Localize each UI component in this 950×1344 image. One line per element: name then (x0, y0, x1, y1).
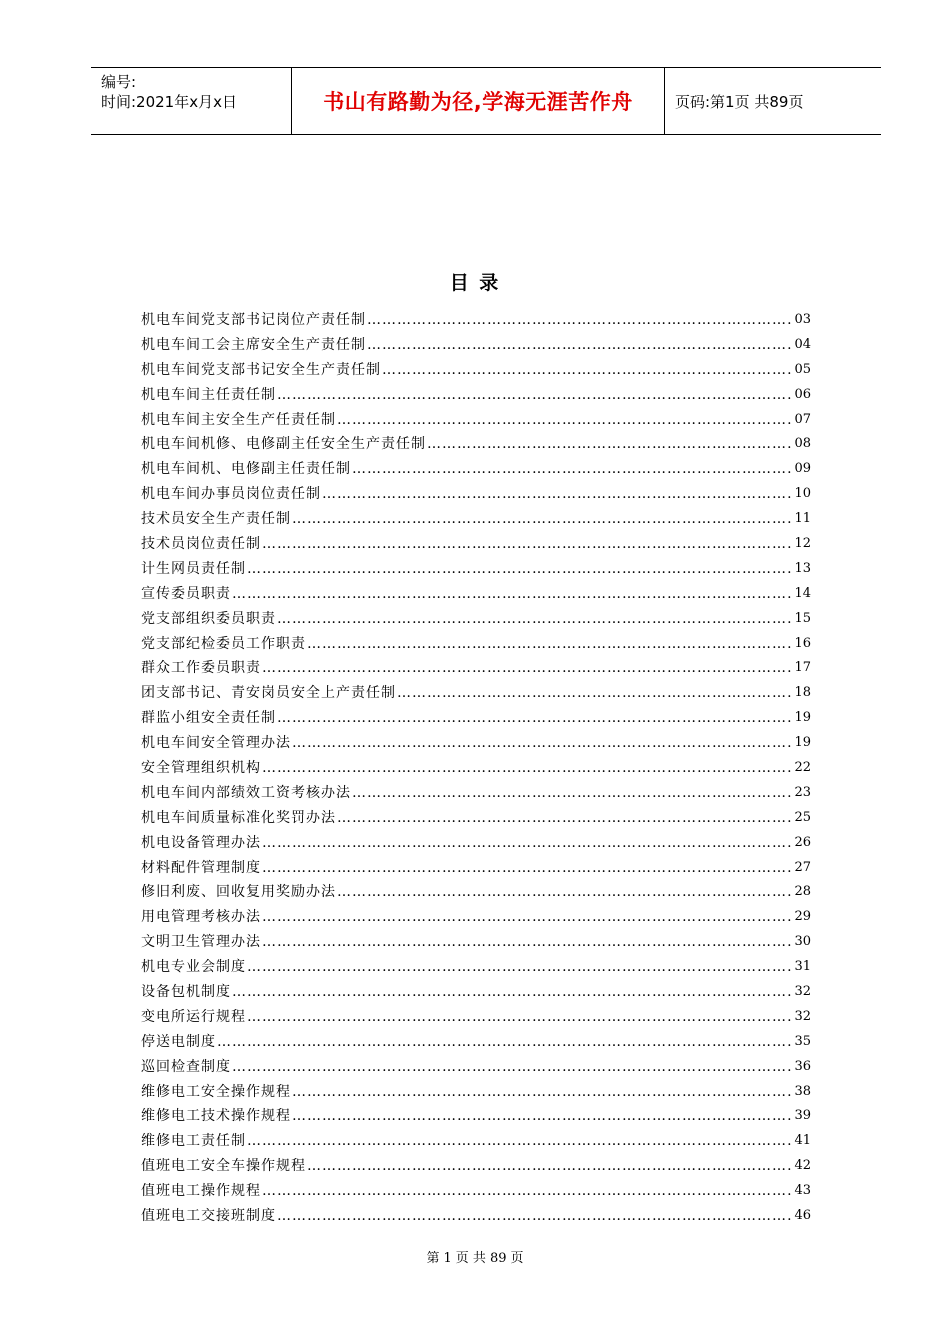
toc-entry-label: 机电车间质量标准化奖罚办法 (141, 809, 336, 826)
toc-entry-label: 机电车间主安全生产任责任制 (141, 411, 336, 428)
toc-entry-page: 17 (794, 660, 811, 676)
toc-entry-page: 41 (794, 1133, 811, 1149)
toc-entry (141, 1055, 811, 1080)
toc-entry (141, 1204, 811, 1229)
toc-dot-leader (397, 681, 793, 706)
toc-entry-page: 32 (794, 984, 811, 1000)
toc-entry (141, 1105, 811, 1130)
toc-dot-leader (277, 383, 793, 408)
toc-entry-page: 38 (794, 1083, 811, 1099)
toc-entry (141, 1129, 811, 1154)
toc-entry-page: 36 (794, 1058, 811, 1074)
toc-entry-label: 值班电工操作规程 (141, 1183, 261, 1200)
toc-dot-leader (232, 582, 793, 607)
toc-entry-page: 39 (794, 1108, 811, 1124)
toc-entry-page: 08 (794, 436, 811, 452)
toc-entry-label: 宣传委员职责 (141, 585, 231, 602)
toc-dot-leader (352, 781, 793, 806)
toc-dot-leader (367, 333, 793, 358)
toc-entry-page: 26 (794, 834, 811, 850)
toc-entry-label: 技术员安全生产责任制 (141, 511, 291, 528)
toc-entry-label: 修旧利废、回收复用奖励办法 (141, 884, 336, 901)
toc-entry-page: 10 (794, 486, 811, 502)
toc-dot-leader (247, 557, 793, 582)
toc-dot-leader (277, 706, 793, 731)
toc-entry-page: 22 (794, 760, 811, 776)
footer-suffix: 页 (510, 1251, 524, 1266)
toc-entry-page: 19 (794, 710, 811, 726)
toc-entry (141, 706, 811, 731)
footer-middle: 页 共 (455, 1251, 486, 1266)
toc-entry-label: 值班电工安全车操作规程 (141, 1158, 306, 1175)
toc-entry (141, 930, 811, 955)
toc-entry-label: 变电所运行规程 (141, 1008, 246, 1025)
toc-entry-label: 机电车间机修、电修副主任安全生产责任制 (141, 436, 426, 453)
toc-entry (141, 532, 811, 557)
header-page-info-cell (665, 68, 881, 134)
toc-entry (141, 980, 811, 1005)
toc-dot-leader (427, 432, 793, 457)
toc-entry (141, 831, 811, 856)
header-motto-cell (292, 68, 665, 134)
toc-entry (141, 806, 811, 831)
toc-dot-leader (247, 1129, 793, 1154)
toc-dot-leader (262, 831, 793, 856)
toc-dot-leader (322, 482, 793, 507)
toc-entry-page: 30 (794, 934, 811, 950)
toc-entry-label: 停送电制度 (141, 1033, 216, 1050)
toc-entry-page: 03 (794, 311, 811, 327)
toc-entry (141, 656, 811, 681)
toc-entry-label: 团支部书记、青安岗员安全上产责任制 (141, 685, 396, 702)
toc-entry (141, 756, 811, 781)
toc-entry-page: 19 (794, 735, 811, 751)
toc-entry (141, 333, 811, 358)
toc-dot-leader (262, 532, 793, 557)
toc-entry (141, 632, 811, 657)
toc-entry (141, 880, 811, 905)
footer-current-page: 1 (443, 1251, 452, 1266)
toc-entry-label: 群众工作委员职责 (141, 660, 261, 677)
toc-dot-leader (382, 358, 793, 383)
toc-entry-label: 机电车间党支部书记岗位产责任制 (141, 311, 366, 328)
toc-dot-leader (307, 632, 793, 657)
toc-entry (141, 308, 811, 333)
header-motto: 书山有路勤为径,学海无涯苦作舟 (323, 90, 633, 114)
toc-entry-label: 机电设备管理办法 (141, 834, 261, 851)
toc-entry (141, 482, 811, 507)
toc-entry-page: 28 (794, 884, 811, 900)
toc-entry (141, 557, 811, 582)
toc-entry-page: 35 (794, 1033, 811, 1049)
toc-dot-leader (262, 656, 793, 681)
toc-entry-label: 机电车间机、电修副主任责任制 (141, 461, 351, 478)
header-page-info: 页码:第1页 共89页 (675, 92, 804, 111)
toc-dot-leader (262, 1179, 793, 1204)
toc-entry-page: 15 (794, 610, 811, 626)
toc-dot-leader (262, 905, 793, 930)
toc-entry-label: 值班电工交接班制度 (141, 1208, 276, 1225)
toc-dot-leader (277, 607, 793, 632)
toc-dot-leader (337, 408, 793, 433)
toc-entry-page: 11 (794, 511, 811, 527)
toc-dot-leader (232, 980, 793, 1005)
toc-dot-leader (292, 1080, 793, 1105)
toc-entry-label: 维修电工技术操作规程 (141, 1108, 291, 1125)
toc-entry-label: 文明卫生管理办法 (141, 934, 261, 951)
toc-dot-leader (247, 955, 793, 980)
toc-entry-page: 05 (794, 361, 811, 377)
toc-entry (141, 1030, 811, 1055)
toc-entry (141, 1179, 811, 1204)
toc-entry-label: 巡回检查制度 (141, 1058, 231, 1075)
toc-entry-label: 用电管理考核办法 (141, 909, 261, 926)
toc-entry-label: 机电车间安全管理办法 (141, 735, 291, 752)
toc-entry-page: 16 (794, 635, 811, 651)
toc-entry-page: 25 (794, 809, 811, 825)
toc-entry (141, 358, 811, 383)
toc-entry-label: 机电车间工会主席安全生产责任制 (141, 336, 366, 353)
toc-entry-page: 06 (794, 386, 811, 402)
toc-entry (141, 432, 811, 457)
toc-entry-page: 12 (794, 536, 811, 551)
toc-entry-page: 07 (794, 411, 811, 427)
toc-entry (141, 905, 811, 930)
toc-entry (141, 507, 811, 532)
toc-entry (141, 681, 811, 706)
toc-entry-label: 设备包机制度 (141, 984, 231, 1001)
toc-entry-label: 材料配件管理制度 (141, 859, 261, 876)
toc-entry (141, 856, 811, 881)
toc-dot-leader (232, 1055, 793, 1080)
toc-entry-label: 安全管理组织机构 (141, 760, 261, 777)
toc-entry-page: 13 (794, 560, 811, 576)
toc-dot-leader (277, 1204, 793, 1229)
toc-dot-leader (292, 507, 793, 532)
toc-entry (141, 607, 811, 632)
toc-dot-leader (352, 457, 793, 482)
toc-dot-leader (217, 1030, 793, 1055)
toc-dot-leader (337, 806, 793, 831)
toc-entry-page: 14 (794, 585, 811, 601)
toc-entry (141, 383, 811, 408)
toc-entry-label: 维修电工责任制 (141, 1133, 246, 1150)
toc-entry-label: 机电车间办事员岗位责任制 (141, 486, 321, 503)
toc-dot-leader (262, 930, 793, 955)
toc-dot-leader (337, 880, 793, 905)
header-meta (91, 68, 292, 134)
toc-entry-page: 29 (794, 909, 811, 925)
toc-entry-page: 31 (794, 959, 811, 975)
toc-entry-page: 23 (794, 784, 811, 800)
toc-entry-page: 32 (794, 1008, 811, 1024)
toc-entry (141, 731, 811, 756)
toc-entry (141, 1154, 811, 1179)
toc-dot-leader (307, 1154, 793, 1179)
toc-entry-page: 46 (794, 1208, 811, 1224)
toc-entry-page: 04 (794, 336, 811, 352)
toc-entry-page: 09 (794, 461, 811, 477)
toc-entry (141, 457, 811, 482)
toc-entry-page: 43 (794, 1183, 811, 1199)
toc-entry-label: 机电车间内部绩效工资考核办法 (141, 784, 351, 801)
toc-dot-leader (367, 308, 793, 333)
toc-title: 目 录 (449, 272, 501, 294)
document-header (91, 67, 881, 135)
toc-entry-label: 党支部组织委员职责 (141, 610, 276, 627)
table-of-contents (141, 308, 811, 1229)
document-number-label: 编号: (101, 73, 137, 91)
toc-entry-label: 机电车间党支部书记安全生产责任制 (141, 361, 381, 378)
toc-dot-leader (247, 1005, 793, 1030)
document-time: 时间:2021年x月x日 (101, 93, 237, 111)
footer-prefix: 第 (426, 1251, 440, 1266)
toc-entry-label: 机电车间主任责任制 (141, 386, 276, 403)
footer-total-pages: 89 (489, 1251, 507, 1266)
toc-dot-leader (292, 731, 793, 756)
toc-entry (141, 955, 811, 980)
toc-entry-label: 技术员岗位责任制 (141, 536, 261, 552)
toc-entry-label: 计生网员责任制 (141, 560, 246, 577)
toc-entry-page: 18 (794, 685, 811, 701)
toc-entry (141, 408, 811, 433)
toc-entry (141, 1080, 811, 1105)
toc-entry-page: 42 (794, 1158, 811, 1174)
page-footer (0, 1247, 950, 1266)
toc-entry (141, 582, 811, 607)
toc-entry (141, 1005, 811, 1030)
toc-entry-label: 维修电工安全操作规程 (141, 1083, 291, 1100)
toc-dot-leader (262, 856, 793, 881)
toc-dot-leader (262, 756, 793, 781)
toc-entry-label: 机电专业会制度 (141, 959, 246, 976)
toc-entry-page: 27 (794, 859, 811, 875)
toc-entry-label: 群监小组安全责任制 (141, 710, 276, 727)
toc-entry (141, 781, 811, 806)
toc-dot-leader (292, 1104, 793, 1129)
toc-entry-label: 党支部纪检委员工作职责 (141, 635, 306, 652)
